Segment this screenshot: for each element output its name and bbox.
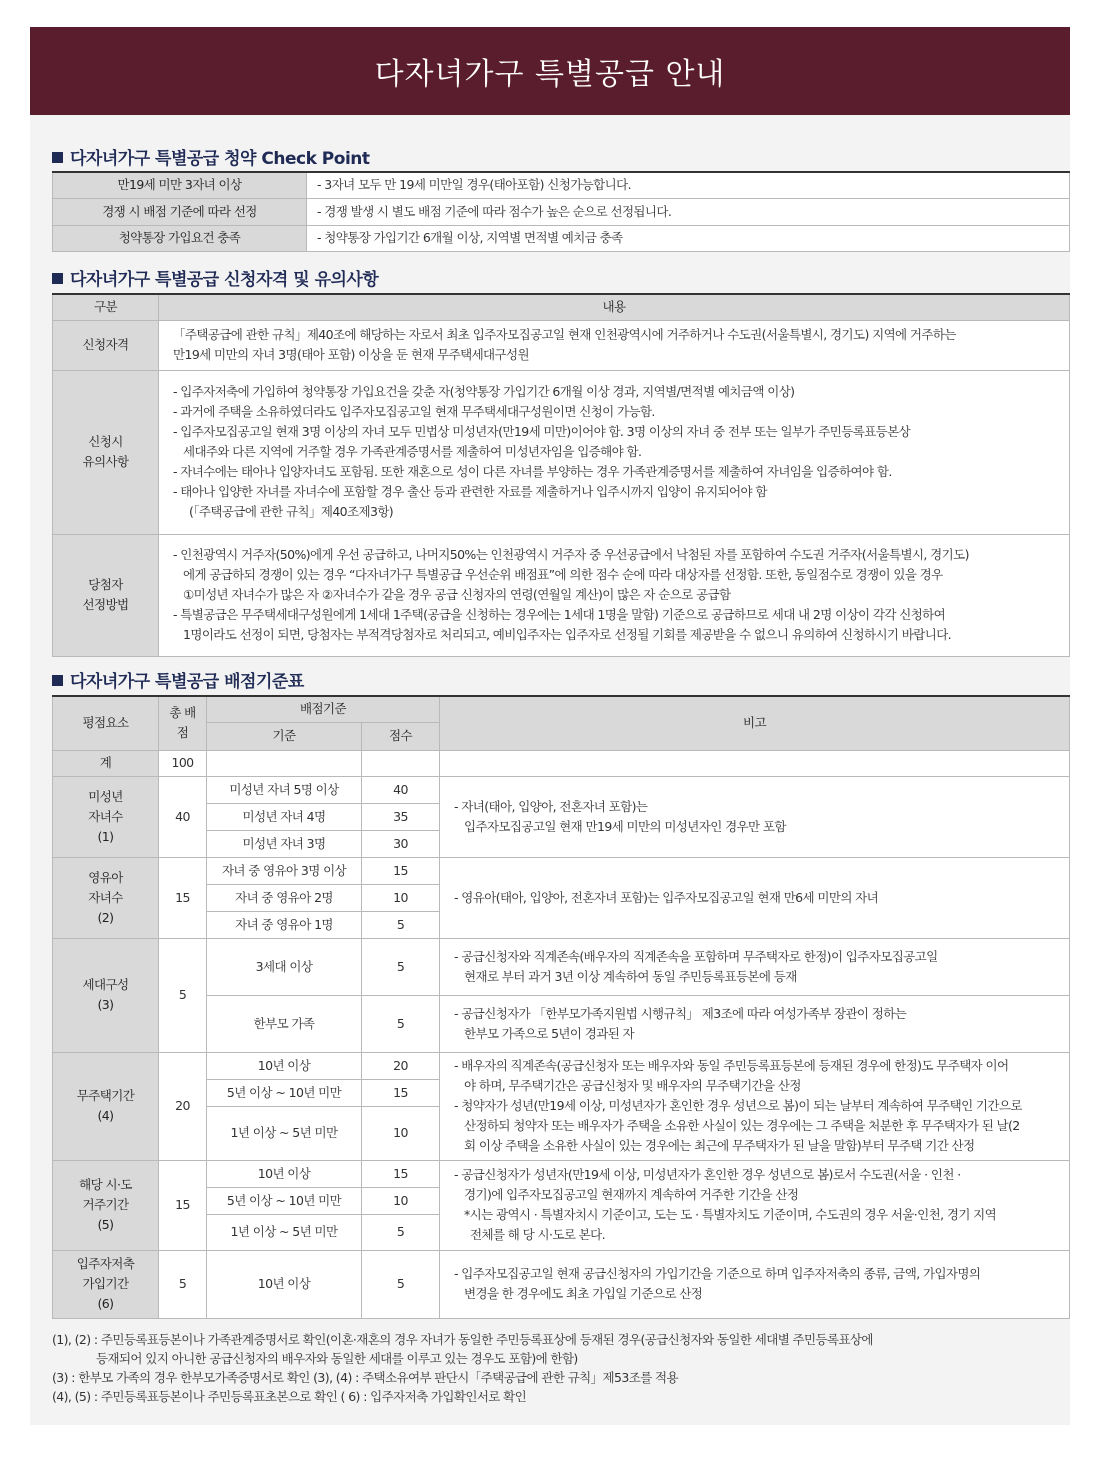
- column-header: 구분: [53, 294, 159, 320]
- checkpoint-table: [52, 171, 1070, 252]
- table-row: [53, 370, 1070, 534]
- points-cell: 30: [362, 830, 440, 857]
- criteria-cell: 자녀 중 영유아 1명: [207, 911, 362, 938]
- column-header: 점수: [362, 722, 440, 750]
- criteria-cell: 5년 이상 ~ 10년 미만: [207, 1187, 362, 1214]
- square-bullet-icon: [52, 152, 63, 163]
- table-row: [53, 320, 1070, 370]
- criteria-cell: 10년 이상: [207, 1052, 362, 1079]
- footnote: (3) : 한부모 가족의 경우 한부모가족증명서로 확인 (3), (4) : 주택소유여부 판단시「주택공급에 관한 규칙」제53조를 적용: [52, 1370, 679, 1385]
- criteria-cell: 1년 이상 ~ 5년 미만: [207, 1106, 362, 1160]
- table-row: [53, 198, 1070, 225]
- page-title: 다자녀가구 특별공급 안내: [30, 27, 1070, 115]
- table-row: [53, 938, 1070, 995]
- total-points: 15: [159, 1160, 207, 1250]
- points-cell: 5: [362, 995, 440, 1052]
- section-title-checkpoint: 다자녀가구 특별공급 청약 Check Point: [52, 144, 370, 169]
- row-label: 계: [53, 750, 159, 776]
- points-cell: 20: [362, 1052, 440, 1079]
- row-content: - 입주자저축에 가입하여 청약통장 가입요건을 갖춘 자(청약통장 가입기간 6개월 이상 경과, 지역별/면적별 예치금액 이상) - 과거에 주택을 소유하였더라도 입주자모집공고일 현재 무주택세대구성원이면 신청이 가능함. - 입주자모집공고일 현재 3명 이상의 자녀 모두 민법상 미성년자(만19세 미만)이어야 함. 3명 이상의 자녀 중 전부 또는 일부가 주민등록표등본상 세대주와 다른 지역에 거주할 경우 가족관계증명서를 제출하여 미성년자임을 입증해야 함. - 자녀수에는 태아나 입양자녀도 포함됨. 또한 재혼으로 성이 다른 자녀를 부양하는 경우 가족관계증명서를 제출하여 자녀임을 입증하여야 함. - 태아나 입양한 자녀를 자녀수에 포함할 경우 출산 등과 관련한 자료를 제출하거나 입주시까지 입양이 유지되어야 함 (「주택공급에 관한 규칙」제40조제3항): [159, 370, 1070, 534]
- criteria-cell: 3세대 이상: [207, 938, 362, 995]
- row-label: 세대구성 (3): [53, 938, 159, 1052]
- remark-cell: - 영유아(태아, 입양아, 전혼자녀 포함)는 입주자모집공고일 현재 만6세 미만의 자녀: [440, 857, 1070, 938]
- row-content: 「주택공급에 관한 규칙」제40조에 해당하는 자로서 최초 입주자모집공고일 현재 인천광역시에 거주하거나 수도권(서울특별시, 경기도) 지역에 거주하는 만19세 미만의 자녀 3명(태아 포함) 이상을 둔 현재 무주택세대구성원: [159, 320, 1070, 370]
- footnotes: [52, 1330, 1070, 1406]
- table-row: [53, 225, 1070, 251]
- points-cell: 10: [362, 1187, 440, 1214]
- footnote: (4), (5) : 주민등록표등본이나 주민등록표초본으로 확인 ( 6) : 입주자저축 가입확인서로 확인: [52, 1389, 527, 1404]
- row-label: 해당 시·도 거주기간 (5): [53, 1160, 159, 1250]
- remark-cell: - 입주자모집공고일 현재 공급신청자의 가입기간을 기준으로 하며 입주자저축의 종류, 금액, 가입자명의 변경을 한 경우에도 최초 가입일 기준으로 산정: [440, 1250, 1070, 1318]
- criteria-cell: 1년 이상 ~ 5년 미만: [207, 1214, 362, 1250]
- square-bullet-icon: [52, 273, 63, 284]
- row-label: 입주자저축 가입기간 (6): [53, 1250, 159, 1318]
- points-cell: 15: [362, 857, 440, 884]
- row-label: 신청자격: [53, 320, 159, 370]
- table-header-row: [53, 696, 1070, 722]
- criteria-cell: 10년 이상: [207, 1250, 362, 1318]
- checkpoint-label: 청약통장 가입요건 충족: [53, 225, 307, 251]
- section-title-qualification: 다자녀가구 특별공급 신청자격 및 유의사항: [52, 265, 378, 290]
- criteria-cell: 5년 이상 ~ 10년 미만: [207, 1079, 362, 1106]
- checkpoint-desc: - 경쟁 발생 시 별도 배점 기준에 따라 점수가 높은 순으로 선정됩니다.: [307, 198, 1070, 225]
- row-label: 무주택기간 (4): [53, 1052, 159, 1160]
- points-cell: 5: [362, 938, 440, 995]
- column-header: 총 배점: [159, 696, 207, 750]
- table-row: [53, 1250, 1070, 1318]
- row-label: 미성년 자녀수 (1): [53, 776, 159, 857]
- footnote: (1), (2) : 주민등록표등본이나 가족관계증명서로 확인(이혼·재혼의 경우 자녀가 동일한 주민등록표상에 등재된 경우(공급신청자와 동일한 세대별 주민등록표상에: [52, 1332, 873, 1347]
- row-label: 영유아 자녀수 (2): [53, 857, 159, 938]
- criteria-cell: 10년 이상: [207, 1160, 362, 1187]
- checkpoint-label: 경쟁 시 배점 기준에 따라 선정: [53, 198, 307, 225]
- criteria-cell: 자녀 중 영유아 2명: [207, 884, 362, 911]
- table-row: [53, 750, 1070, 776]
- checkpoint-desc: - 청약통장 가입기간 6개월 이상, 지역별 면적별 예치금 충족: [307, 225, 1070, 251]
- column-header: 평점요소: [53, 696, 159, 750]
- remark-cell: - 공급신청자가 성년자(만19세 이상, 미성년자가 혼인한 경우 성년으로 봄)로서 수도권(서울 · 인천 · 경기)에 입주자모집공고일 현재까지 계속하여 거주한 기간을 산정 *시는 광역시 · 특별자치시 기준이고, 도는 도 · 특별자치도 기준이며, 수도권의 경우 서울·인천, 경기 지역 전체를 해 당 시·도로 본다.: [440, 1160, 1070, 1250]
- table-row: [53, 1052, 1070, 1079]
- notice-page: [30, 27, 1070, 1425]
- score-table: [52, 695, 1070, 1319]
- criteria-cell: 미성년 자녀 4명: [207, 803, 362, 830]
- remark-cell: - 자녀(태아, 입양아, 전혼자녀 포함)는 입주자모집공고일 현재 만19세 미만의 미성년자인 경우만 포함: [440, 776, 1070, 857]
- table-header-row: [53, 294, 1070, 320]
- points-cell: 15: [362, 1160, 440, 1187]
- points-cell: 40: [362, 776, 440, 803]
- points-cell: 10: [362, 884, 440, 911]
- section-title-score: 다자녀가구 특별공급 배점기준표: [52, 667, 304, 692]
- criteria-cell: 한부모 가족: [207, 995, 362, 1052]
- points-cell: 5: [362, 1214, 440, 1250]
- total-points: 5: [159, 1250, 207, 1318]
- column-header: 비고: [440, 696, 1070, 750]
- criteria-cell: 자녀 중 영유아 3명 이상: [207, 857, 362, 884]
- row-label: 당첨자 선정방법: [53, 534, 159, 656]
- table-row: [53, 1160, 1070, 1187]
- total-points: 40: [159, 776, 207, 857]
- points-cell: 5: [362, 1250, 440, 1318]
- column-header: 기준: [207, 722, 362, 750]
- total-points: 100: [159, 750, 207, 776]
- square-bullet-icon: [52, 675, 63, 686]
- points-cell: 15: [362, 1079, 440, 1106]
- row-content: - 인천광역시 거주자(50%)에게 우선 공급하고, 나머지50%는 인천광역시 거주자 중 우선공급에서 낙첨된 자를 포함하여 수도권 거주자(서울특별시, 경기도) 에게 공급하되 경쟁이 있는 경우 “다자녀가구 특별공급 우선순위 배점표”에 의한 점수 순에 따라 대상자를 선정함. 또한, 동일점수로 경쟁이 있을 경우 ①미성년 자녀수가 많은 자 ②자녀수가 같을 경우 공급 신청자의 연령(연월일 계산)이 많은 자 순으로 공급함 - 특별공급은 무주택세대구성원에게 1세대 1주택(공급을 신청하는 경우에는 1세대 1명을 말함) 기준으로 공급하므로 세대 내 2명 이상이 각각 신청하여 1명이라도 선정이 되면, 당첨자는 부적격당첨자로 처리되고, 예비입주자는 입주자로 선정될 기회를 제공받을 수 없으니 유의하여 신청하시기 바랍니다.: [159, 534, 1070, 656]
- row-label: 신청시 유의사항: [53, 370, 159, 534]
- checkpoint-desc: - 3자녀 모두 만 19세 미만일 경우(태아포함) 신청가능합니다.: [307, 172, 1070, 198]
- total-points: 20: [159, 1052, 207, 1160]
- column-header: 내용: [159, 294, 1070, 320]
- points-cell: 10: [362, 1106, 440, 1160]
- points-cell: 35: [362, 803, 440, 830]
- total-points: 15: [159, 857, 207, 938]
- remark-cell: - 공급신청자와 직계존속(배우자의 직계존속을 포함하며 무주택자로 한정)이 입주자모집공고일 현재로 부터 과거 3년 이상 계속하여 동일 주민등록표등본에 등재: [440, 938, 1070, 995]
- table-row: [53, 857, 1070, 884]
- total-points: 5: [159, 938, 207, 1052]
- remark-cell: - 공급신청자가 「한부모가족지원법 시행규칙」 제3조에 따라 여성가족부 장관이 정하는 한부모 가족으로 5년이 경과된 자: [440, 995, 1070, 1052]
- table-row: [53, 534, 1070, 656]
- remark-cell: - 배우자의 직계존속(공급신청자 또는 배우자와 동일 주민등록표등본에 등재된 경우에 한정)도 무주택자 이어 야 하며, 무주택기간은 공급신청자 및 배우자의 무주택기간을 산정 - 청약자가 성년(만19세 이상, 미성년자가 혼인한 경우 성년으로 봄)이 되는 날부터 계속하여 무주택인 기간으로 산정하되 청약자 또는 배우자가 주택을 소유한 사실이 있는 경우에는 그 주택을 처분한 후 무주택자가 된 날(2 회 이상 주택을 소유한 사실이 있는 경우에는 최근에 무주택자가 된 날을 말함)부터 무주택 기간 산정: [440, 1052, 1070, 1160]
- column-header: 배점기준: [207, 696, 440, 722]
- criteria-cell: 미성년 자녀 5명 이상: [207, 776, 362, 803]
- checkpoint-label: 만19세 미만 3자녀 이상: [53, 172, 307, 198]
- qualification-table: [52, 293, 1070, 657]
- table-row: [53, 172, 1070, 198]
- criteria-cell: 미성년 자녀 3명: [207, 830, 362, 857]
- points-cell: 5: [362, 911, 440, 938]
- footnote: 등재되어 있지 아니한 공급신청자의 배우자와 동일한 세대를 이루고 있는 경우도 포함)에 한함): [96, 1351, 578, 1366]
- table-row: [53, 776, 1070, 803]
